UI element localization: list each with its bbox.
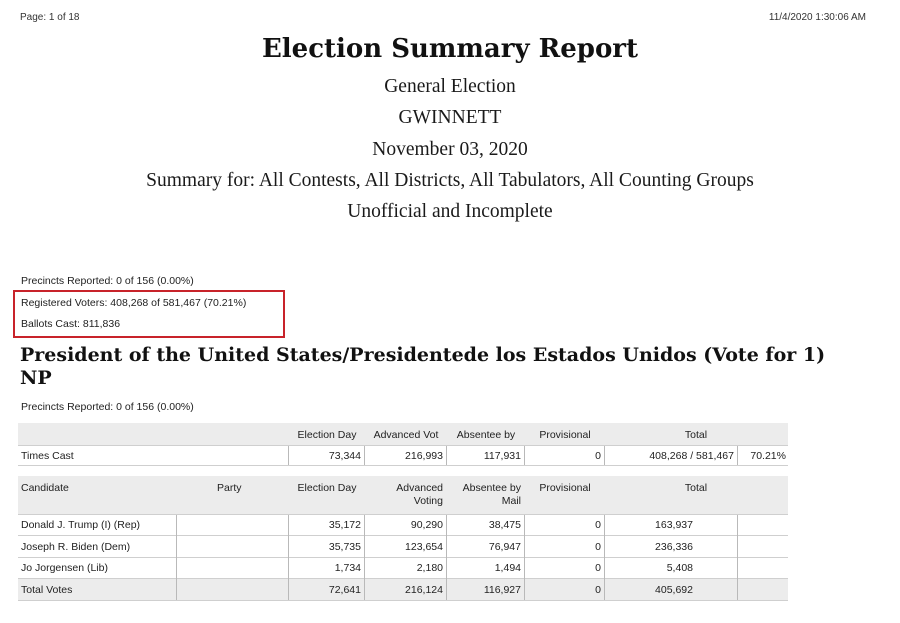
times-cast-pct: 70.21% — [750, 450, 786, 462]
col-header-candidate: Candidate — [21, 482, 69, 494]
col-header-total-2: Total — [684, 482, 708, 494]
col-header-advanced-line2: Voting — [413, 495, 443, 507]
total-election-day: 72,641 — [328, 584, 361, 596]
contest-precincts: Precincts Reported: 0 of 156 (0.00%) — [21, 401, 194, 413]
contest-name: President of the United States/Presidentede los Estados Unidos (Vote for 1) — [20, 344, 826, 366]
col-header-absentee-mail — [448, 482, 524, 508]
county-name: GWINNETT — [398, 107, 502, 128]
registered-voters: Registered Voters: 408,268 of 581,467 (70.21%) — [21, 297, 247, 309]
candidate-name: Jo Jorgensen (Lib) — [21, 562, 108, 574]
report-status: Unofficial and Incomplete — [347, 201, 553, 222]
candidate-advanced: 2,180 — [416, 562, 443, 574]
election-name: General Election — [384, 76, 516, 97]
col-header-advanced-line1: Advanced — [396, 482, 443, 494]
precincts-reported: Precincts Reported: 0 of 156 (0.00%) — [21, 275, 194, 287]
col-header-absentee-line1: Absentee by — [462, 482, 521, 494]
total-absentee: 116,927 — [483, 584, 521, 596]
candidate-provisional: 0 — [595, 562, 601, 574]
candidate-absentee: 38,475 — [488, 519, 521, 531]
candidate-election-day: 35,735 — [328, 541, 361, 553]
col-header-absentee-line2: Mail — [501, 495, 521, 507]
total-advanced: 216,124 — [405, 584, 443, 596]
col-header-advanced-voting — [366, 482, 446, 508]
times-cast-absentee: 117,931 — [483, 450, 521, 462]
col-header-absentee: Absentee by — [456, 429, 516, 441]
col-header-election-day: Election Day — [297, 429, 357, 441]
times-cast-provisional: 0 — [595, 450, 601, 462]
election-date: November 03, 2020 — [372, 139, 528, 160]
candidate-election-day: 1,734 — [334, 562, 361, 574]
report-timestamp: 11/4/2020 1:30:06 AM — [768, 12, 866, 23]
page-number: Page: 1 of 18 — [20, 12, 80, 23]
candidate-election-day: 35,172 — [328, 519, 361, 531]
total-provisional: 0 — [595, 584, 601, 596]
times-cast-total: 408,268 / 581,467 — [649, 450, 734, 462]
col-header-election-day-2: Election Day — [297, 482, 357, 494]
candidate-advanced: 90,290 — [410, 519, 443, 531]
candidate-advanced: 123,654 — [405, 541, 443, 553]
candidate-absentee: 76,947 — [488, 541, 521, 553]
col-header-total: Total — [684, 429, 708, 441]
candidate-total: 236,336 — [655, 541, 693, 553]
col-header-party: Party — [217, 482, 242, 494]
contest-party: NP — [20, 367, 52, 389]
candidate-absentee: 1,494 — [494, 562, 521, 574]
candidate-name: Donald J. Trump (I) (Rep) — [21, 519, 141, 531]
candidate-provisional: 0 — [595, 519, 601, 531]
col-header-provisional-2: Provisional — [539, 482, 591, 494]
times-cast-label: Times Cast — [21, 450, 74, 462]
candidate-provisional: 0 — [595, 541, 601, 553]
candidate-name: Joseph R. Biden (Dem) — [21, 541, 131, 553]
col-header-advanced: Advanced Vot — [373, 429, 439, 441]
total-votes-label: Total Votes — [21, 584, 73, 596]
candidate-total: 5,408 — [666, 562, 693, 574]
total-total: 405,692 — [655, 584, 693, 596]
ballots-cast: Ballots Cast: 811,836 — [21, 318, 121, 330]
report-title: Election Summary Report — [261, 34, 639, 64]
summary-line: Summary for: All Contests, All Districts, All Tabulators, All Counting Groups — [146, 170, 754, 191]
times-cast-election-day: 73,344 — [328, 450, 361, 462]
candidate-total: 163,937 — [655, 519, 693, 531]
col-header-provisional: Provisional — [539, 429, 591, 441]
times-cast-advanced: 216,993 — [405, 450, 443, 462]
contest-title — [20, 344, 840, 390]
